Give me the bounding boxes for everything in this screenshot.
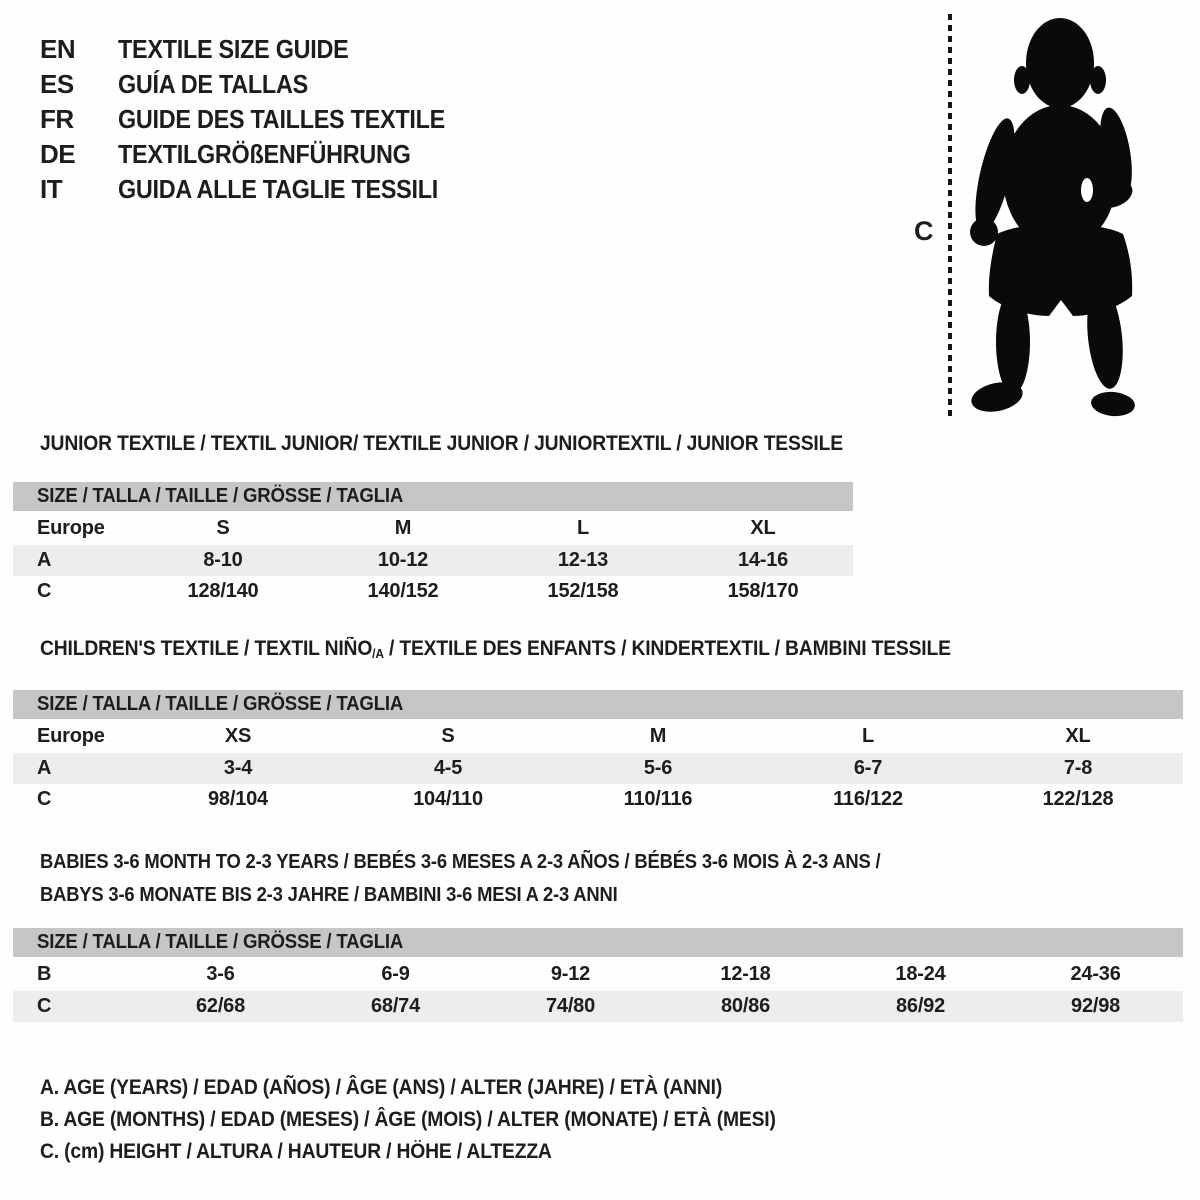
language-header — [40, 32, 481, 207]
size-cell: 152/158 — [547, 580, 619, 602]
size-cell: 18-24 — [895, 962, 946, 985]
table-row — [13, 753, 1183, 784]
size-cell: 92/98 — [1008, 991, 1183, 1022]
babies-size-table — [13, 928, 1183, 1022]
language-code: EN — [40, 34, 76, 64]
table-row — [13, 957, 1183, 991]
language-row — [40, 67, 481, 102]
size-cell: 6-9 — [381, 962, 410, 985]
babies-section-title — [40, 846, 880, 912]
row-label: C — [37, 788, 52, 810]
size-header: SIZE / TALLA / TAILLE / GRÖSSE / TAGLIA — [37, 693, 404, 715]
table-header-row — [13, 690, 1183, 719]
language-row — [40, 137, 481, 172]
table-row — [13, 511, 853, 545]
size-cell: 158/170 — [727, 580, 799, 602]
footnote-c: C. (cm) HEIGHT / ALTURA / HAUTEUR / HÖHE / ALTEZZA — [40, 1140, 552, 1163]
size-cell: 110/116 — [623, 788, 693, 810]
size-cell: 12-13 — [493, 545, 673, 576]
size-cell: 104/110 — [413, 788, 483, 810]
language-row — [40, 102, 481, 137]
junior-section-title: JUNIOR TEXTILE / TEXTIL JUNIOR/ TEXTILE JUNIOR / JUNIORTEXTIL / JUNIOR TESSILE — [40, 432, 843, 455]
size-cell: 5-6 — [553, 753, 763, 784]
footnote-b: B. AGE (MONTHS) / EDAD (MESES) / ÂGE (MOIS) / ALTER (MONATE) / ETÀ (MESI) — [40, 1108, 776, 1131]
height-c-label: C — [914, 216, 934, 246]
children-title-main: CHILDREN'S TEXTILE / TEXTIL NIÑO — [40, 637, 373, 660]
size-cell: 128/140 — [187, 580, 259, 602]
size-cell: 6-7 — [763, 753, 973, 784]
size-cell: 140/152 — [367, 580, 439, 602]
size-cell: 80/86 — [658, 991, 833, 1022]
size-cell: 24-36 — [1070, 962, 1121, 985]
children-size-table — [13, 690, 1183, 815]
row-label: Europe — [37, 724, 105, 747]
size-cell: XL — [1065, 724, 1091, 747]
row-label: Europe — [37, 516, 105, 539]
table-row — [13, 719, 1183, 753]
size-header: SIZE / TALLA / TAILLE / GRÖSSE / TAGLIA — [37, 485, 404, 507]
language-row — [40, 32, 481, 67]
size-cell: 4-5 — [343, 753, 553, 784]
language-code: FR — [40, 104, 74, 134]
size-cell: XL — [750, 516, 776, 539]
size-cell: S — [441, 724, 455, 747]
children-title-suffix: /A — [372, 646, 384, 661]
table-row — [13, 991, 1183, 1022]
children-section-title — [40, 636, 951, 664]
size-cell: XS — [224, 724, 252, 747]
junior-size-table — [13, 482, 853, 607]
size-cell: L — [861, 724, 875, 747]
toddler-silhouette-icon — [965, 12, 1140, 420]
children-title-rest: / TEXTILE DES ENFANTS / KINDERTEXTIL / BAMBINI TESSILE — [383, 637, 951, 660]
table-header-row — [13, 928, 1183, 957]
size-cell: 12-18 — [720, 962, 771, 985]
language-code: IT — [40, 174, 63, 204]
language-title: GUIDA ALLE TAGLIE TESSILI — [118, 174, 438, 204]
size-cell: 74/80 — [483, 991, 658, 1022]
size-cell: 3-4 — [133, 753, 343, 784]
size-cell: 9-12 — [550, 962, 591, 985]
language-code: ES — [40, 69, 74, 99]
language-title: TEXTILGRÖßENFÜHRUNG — [118, 139, 411, 169]
table-row — [13, 545, 853, 576]
footnotes — [40, 1072, 840, 1168]
footnote-a: A. AGE (YEARS) / EDAD (AÑOS) / ÂGE (ANS) / ALTER (JAHRE) / ETÀ (ANNI) — [40, 1076, 723, 1099]
row-label: A — [13, 545, 133, 576]
language-title: TEXTILE SIZE GUIDE — [118, 34, 349, 64]
language-title: GUIDE DES TAILLES TEXTILE — [118, 104, 445, 134]
language-title: GUÍA DE TALLAS — [118, 69, 308, 99]
size-cell: M — [649, 724, 667, 747]
table-row — [13, 784, 1183, 815]
size-cell: 62/68 — [133, 991, 308, 1022]
row-label: A — [13, 753, 133, 784]
size-cell: 98/104 — [208, 788, 268, 810]
row-label: C — [13, 991, 133, 1022]
size-cell: 7-8 — [973, 753, 1183, 784]
size-header: SIZE / TALLA / TAILLE / GRÖSSE / TAGLIA — [37, 931, 404, 953]
height-measure-line — [948, 14, 952, 418]
row-label: B — [37, 962, 52, 985]
language-row — [40, 172, 481, 207]
babies-title-line1: BABIES 3-6 MONTH TO 2-3 YEARS / BEBÉS 3-6 MESES A 2-3 AÑOS / BÉBÉS 3-6 MOIS À 2-3 ANS / — [40, 851, 881, 873]
size-cell: 8-10 — [133, 545, 313, 576]
table-header-row — [13, 482, 853, 511]
language-code: DE — [40, 139, 76, 169]
size-cell: L — [576, 516, 590, 539]
size-cell: S — [216, 516, 230, 539]
size-cell: 86/92 — [833, 991, 1008, 1022]
size-cell: 10-12 — [313, 545, 493, 576]
size-cell: 68/74 — [308, 991, 483, 1022]
table-row — [13, 576, 853, 607]
size-cell: 3-6 — [206, 962, 235, 985]
babies-title-line2: BABYS 3-6 MONATE BIS 2-3 JAHRE / BAMBINI 3-6 MESI A 2-3 ANNI — [40, 884, 618, 906]
size-cell: M — [394, 516, 412, 539]
size-cell: 122/128 — [1042, 788, 1114, 810]
row-label: C — [37, 580, 52, 602]
size-cell: 116/122 — [833, 788, 903, 810]
size-cell: 14-16 — [673, 545, 853, 576]
